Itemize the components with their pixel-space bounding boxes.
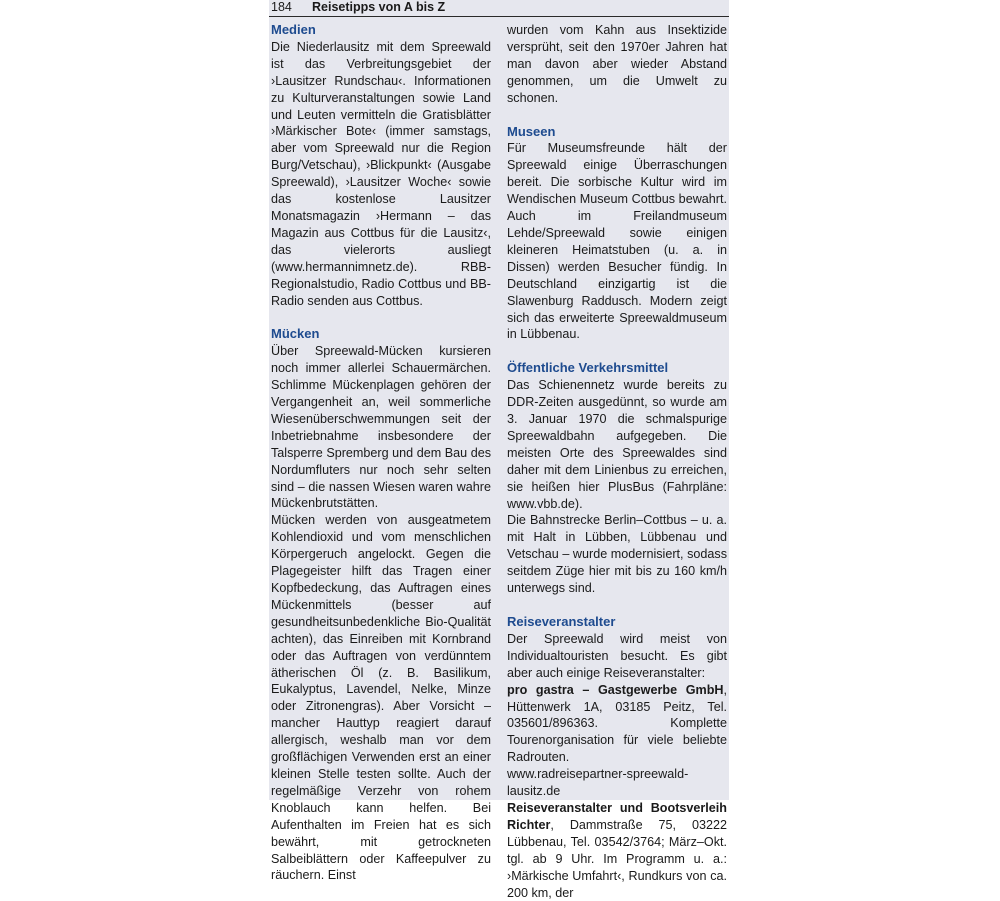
entry-pro-gastra-text: , Hüttenwerk 1A, 03185 Peitz, Tel. 035601/896363. Komplette Tourenorganisation für viele beliebte Radrouten.: [507, 682, 727, 765]
entry-richter: [507, 800, 727, 901]
heading-museen: Museen: [507, 123, 556, 139]
entry-richter-text: , Dammstraße 75, 03222 Lübbenau, Tel. 03542/3764; März–Okt. tgl. ab 9 Uhr. Im Programm u. a.: ›Märkische Umfahrt‹, Rundkurs von ca. 200 km, der: [507, 817, 727, 900]
paragraph-muecken-2: Mücken werden von ausgeatmetem Kohlendioxid und vom menschlichen Körpergeruch angelockt. Gegen die Plagegeister hilft das Tragen einer Kopfbedeckung, das Auftragen eines Mückenmittels (besser auf gesundheitsunbedenkliche Bio-Qualität achten), das Einreiben mit Kornbrand oder das Auftragen von verdünntem ätherischen Öl (z. B. Basilikum, Eukalyptus, Lavendel, Nelke, Minze oder Zitronengras). Aber Vorsicht – mancher Hauttyp reagiert darauf allergisch, weshalb man vor dem großflächigen Verwenden erst an einer kleinen Stelle testen sollte. Auch der regelmäßige Verzehr von rohem Knoblauch kann helfen. Bei Aufenthalten im Freien hat es sich bewährt, mit getrockneten Salbeiblättern oder Kaffeepulver zu räuchern. Einst: [271, 513, 491, 883]
entry-pro-gastra-url: www.radreisepartner-spreewald-lausitz.de: [507, 767, 689, 799]
page-number: 184: [271, 0, 292, 14]
heading-muecken: Mücken: [271, 326, 320, 342]
paragraph-continuation: wurden vom Kahn aus Insektizide versprüht, seit den 1970er Jahren hat man davon aber wieder Abstand genommen, um die Umwelt zu schonen.: [507, 23, 727, 105]
paragraph-verkehr-1: Das Schienennetz wurde bereits zu DDR-Zeiten ausgedünnt, so wurde am 3. Januar 1970 die schmalspurige Spreewaldbahn aufgegeben. Die meisten Orte des Spreewaldes sind daher mit dem Linienbus zu erreichen, sie heißen hier PlusBus (Fahrpläne: www.vbb.de).: [507, 378, 727, 511]
paragraph-reiseveranstalter-intro: Der Spreewald wird meist von Individualtouristen besucht. Es gibt aber auch einige Reiseveranstalter:: [507, 631, 727, 680]
paragraph-verkehr-2: Die Bahnstrecke Berlin–Cottbus – u. a. mit Halt in Lübben, Lübbenau und Vetschau – wurde modernisiert, sodass seitdem Züge hier mit bis zu 160 km/h unterwegs sind.: [507, 513, 727, 596]
paragraph-muecken-1: Über Spreewald-Mücken kursieren noch immer allerlei Schauermärchen. Schlimme Mückenplagen gehören der Vergangenheit an, weil sommerliche Wiesenüberschwemmungen seit der Inbetriebnahme insbesondere der Talsperre Spremberg und dem Bau des Nordumfluters nur noch sehr selten sind – die nassen Wiesen waren wahre Mückenbrutstätten.: [271, 344, 491, 511]
entry-richter-name: Reiseveranstalter und Bootsverleih Richter: [507, 800, 727, 832]
entry-pro-gastra: [507, 682, 727, 767]
entry-pro-gastra-name: pro gastra – Gastgewerbe GmbH: [507, 682, 724, 697]
heading-reiseveranstalter: Reiseveranstalter: [507, 614, 616, 629]
left-column: [271, 22, 491, 884]
paragraph-medien: Die Niederlausitz mit dem Spreewald ist das Verbreitungsgebiet der ›Lausitzer Rundschau‹. Informationen zu Kulturveranstaltungen sowie Land und Leuten vermitteln die Gratisblätter ›Märkischer Bote‹ (immer samstags, aber vom Spreewald nur die Region Burg/Vetschau), ›Blickpunkt‹ (Ausgabe Spreewald), ›Lausitzer Woche‹ sowie das kostenlose Lausitzer Monatsmagazin ›Hermann – das Magazin aus Cottbus für die Lausitz‹, das vielerorts ausliegt (www.hermannimnetz.de). RBB-Regionalstudio, Radio Cottbus und BB-Radio senden aus Cottbus.: [271, 39, 491, 308]
book-page: [269, 0, 729, 900]
paragraph-museen: Für Museumsfreunde hält der Spreewald einige Überraschungen bereit. Die sorbische Kultur wird im Wendischen Museum Cottbus bewahrt. Auch im Freilandmuseum Lehde/Spreewald sowie einigen kleineren Heimatstuben (u. a. in Dissen) werden Besucher fündig. In Deutschland einzigartig ist die Slawenburg Raddusch. Modern zeigt sich das erweiterte Spreewaldmuseum in Lübbenau.: [507, 141, 727, 342]
page-header: [269, 0, 729, 17]
heading-medien: Medien: [271, 22, 316, 37]
right-column: [507, 22, 727, 901]
running-title: Reisetipps von A bis Z: [312, 0, 446, 14]
heading-verkehr: Öffentliche Verkehrsmittel: [507, 360, 669, 376]
